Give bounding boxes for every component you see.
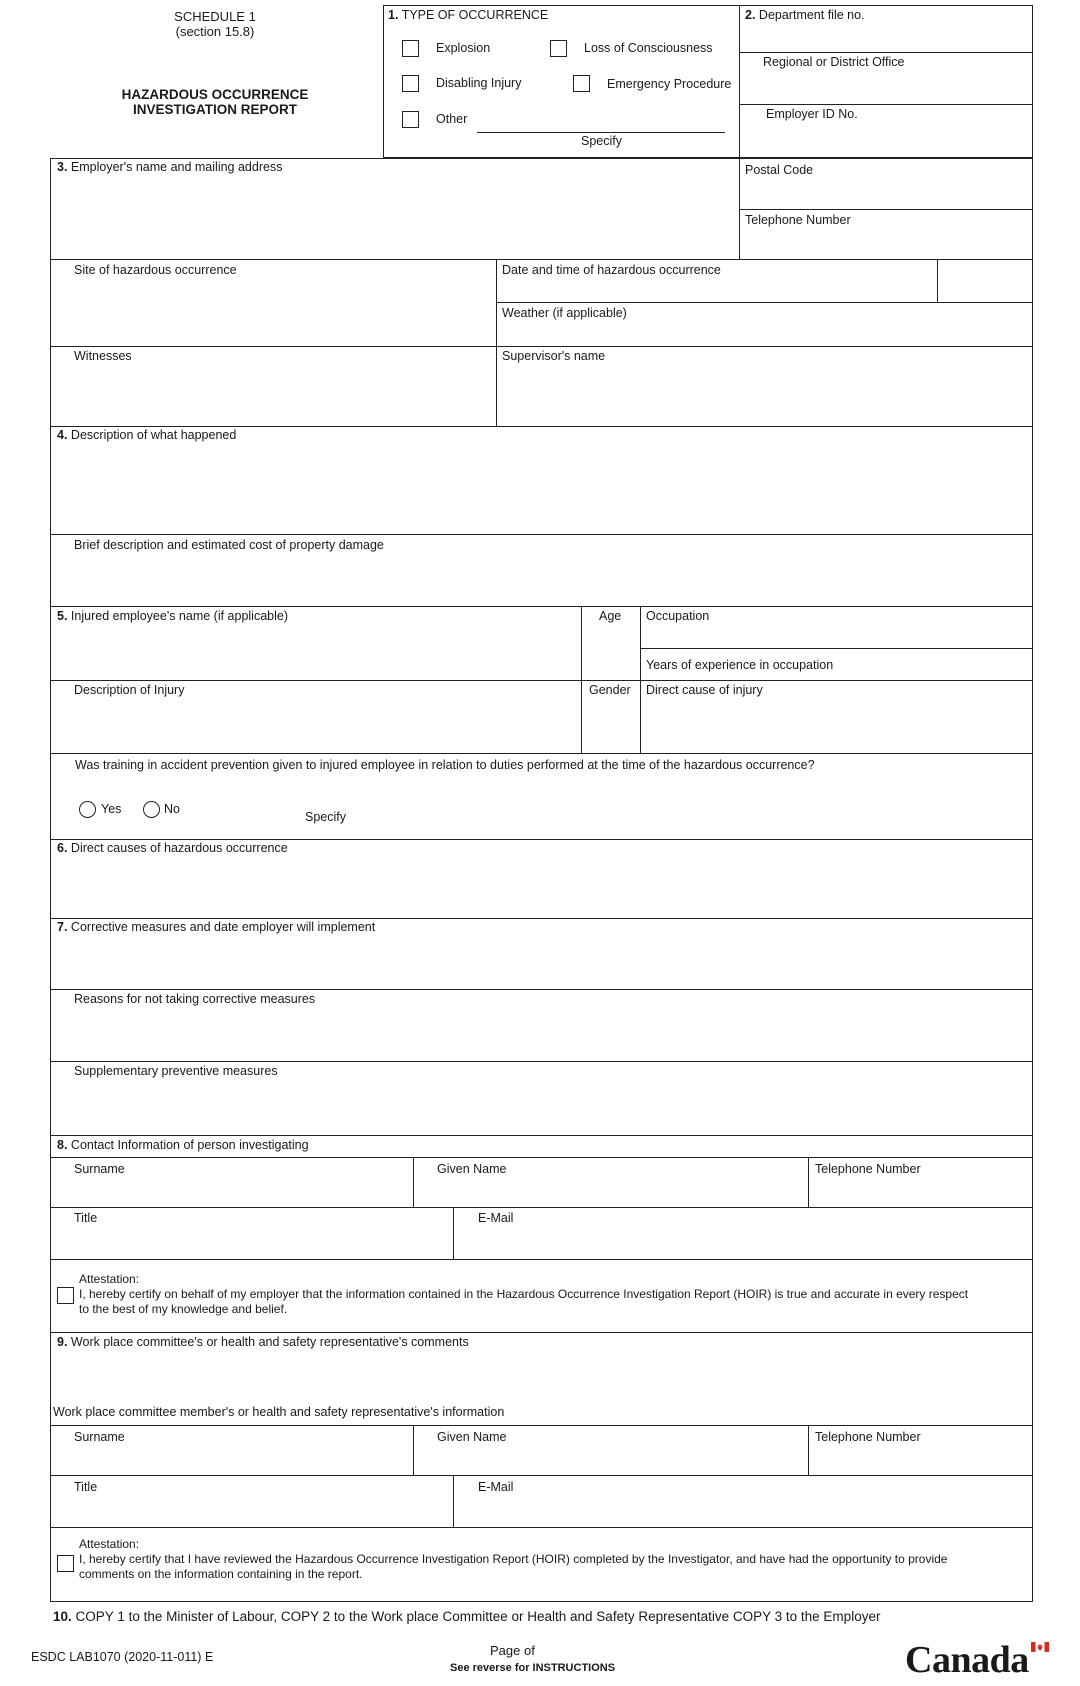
disabling-injury-label: Disabling Injury: [436, 76, 522, 90]
investigator-title-label: Title: [74, 1211, 98, 1225]
description-section: [50, 426, 1033, 607]
divider: [739, 52, 1033, 53]
committee-member-info-label: Work place committee member's or health and safety representative's information: [53, 1405, 505, 1419]
site-label: Site of hazardous occurrence: [74, 263, 237, 277]
divider: [50, 989, 1033, 990]
department-file-label: 2. Department file no.: [745, 8, 865, 22]
committee-attestation-heading: Attestation:: [79, 1537, 140, 1551]
committee-attestation-text-1: I, hereby certify that I have reviewed the Hazardous Occurrence Investigation Report (HOIR) completed by the Investigator, and have had the opportunity to provide: [79, 1552, 948, 1566]
age-label: Age: [599, 609, 622, 623]
training-no-label: No: [164, 802, 180, 816]
telephone-label: Telephone Number: [745, 213, 851, 227]
divider: [739, 209, 1033, 210]
divider: [50, 1475, 1033, 1476]
direct-cause-injury-label: Direct cause of injury: [646, 683, 763, 697]
divider: [496, 302, 1033, 303]
years-experience-label: Years of experience in occupation: [646, 658, 834, 672]
training-yes-label: Yes: [101, 802, 122, 816]
corrective-section: [50, 918, 1033, 1136]
date-time-label: Date and time of hazardous occurrence: [502, 263, 721, 277]
divider: [808, 1157, 809, 1207]
other-specify-line[interactable]: [477, 132, 725, 133]
employer-id-label: Employer ID No.: [766, 107, 858, 121]
explosion-checkbox[interactable]: [402, 40, 419, 57]
investigator-attestation-checkbox[interactable]: [57, 1287, 74, 1304]
investigator-attestation-heading: Attestation:: [79, 1272, 140, 1286]
injured-name-label: 5. Injured employee's name (if applicable): [57, 609, 289, 623]
loss-of-consciousness-checkbox[interactable]: [550, 40, 567, 57]
other-specify-label: Specify: [581, 134, 622, 148]
supervisor-label: Supervisor's name: [502, 349, 606, 363]
see-reverse-label: See reverse for INSTRUCTIONS: [450, 1662, 616, 1674]
corrective-measures-label: 7. Corrective measures and date employer will implement: [57, 920, 376, 934]
divider: [50, 1259, 1033, 1260]
divider: [50, 680, 1033, 681]
training-question: Was training in accident prevention given to injured employee in relation to duties performed at the time of the hazardous occurrence?: [75, 758, 815, 772]
reasons-label: Reasons for not taking corrective measures: [74, 992, 316, 1006]
investigator-telephone-label: Telephone Number: [815, 1162, 921, 1176]
divider: [50, 534, 1033, 535]
divider: [453, 1475, 454, 1527]
page-of-label: Page of: [490, 1643, 535, 1658]
committee-given-name-label: Given Name: [437, 1430, 507, 1444]
schedule-section: (section 15.8): [175, 24, 255, 39]
what-happened-label: 4. Description of what happened: [57, 428, 237, 442]
other-checkbox[interactable]: [402, 111, 419, 128]
other-label: Other: [436, 112, 468, 126]
divider: [496, 259, 497, 347]
form-title-line-2: INVESTIGATION REPORT: [132, 102, 297, 117]
department-section: [739, 5, 1033, 158]
divider: [50, 1425, 1033, 1426]
canada-wordmark: [905, 1638, 1055, 1682]
postal-code-label: Postal Code: [745, 163, 814, 177]
divider: [739, 104, 1033, 105]
occurrence-type-heading: 1. TYPE OF OCCURRENCE: [388, 8, 549, 22]
weather-label: Weather (if applicable): [502, 306, 627, 320]
divider: [50, 1527, 1033, 1528]
form-identifier: ESDC LAB1070 (2020-11-011) E: [31, 1650, 214, 1664]
divider: [640, 648, 1033, 649]
committee-attestation-checkbox[interactable]: [57, 1555, 74, 1572]
disabling-injury-checkbox[interactable]: [402, 75, 419, 92]
training-yes-radio[interactable]: [79, 801, 96, 818]
committee-title-label: Title: [74, 1480, 98, 1494]
form-title-line-1: HAZARDOUS OCCURRENCE: [121, 87, 309, 102]
investigator-email-label: E-Mail: [478, 1211, 514, 1225]
divider: [808, 1425, 809, 1475]
training-no-radio[interactable]: [143, 801, 160, 818]
witnesses-label: Witnesses: [74, 349, 132, 363]
divider: [496, 346, 497, 427]
divider: [937, 259, 938, 303]
committee-surname-label: Surname: [74, 1430, 125, 1444]
canada-wordmark-text: Canada: [905, 1639, 1029, 1681]
copies-instruction: 10. COPY 1 to the Minister of Labour, COPY 2 to the Work place Committee or Health and Safety Representative COPY 3 to the Employer: [53, 1609, 881, 1624]
divider: [50, 1207, 1033, 1208]
loss-of-consciousness-label: Loss of Consciousness: [584, 41, 713, 55]
committee-email-label: E-Mail: [478, 1480, 514, 1494]
emergency-procedure-label: Emergency Procedure: [607, 77, 732, 91]
committee-attestation-text-2: comments on the information containing in the report.: [79, 1567, 363, 1581]
supplementary-label: Supplementary preventive measures: [74, 1064, 278, 1078]
form-title: [80, 87, 350, 117]
employer-name-label: 3. Employer's name and mailing address: [57, 160, 283, 174]
training-specify-label: Specify: [305, 810, 346, 824]
committee-comments-label: 9. Work place committee's or health and safety representative's comments: [57, 1335, 469, 1349]
investigator-attestation-text-1: I, hereby certify on behalf of my employer that the information contained in the Hazardous Occurrence Investigation Report (HOIR) is true and accurate in every respect: [79, 1287, 969, 1301]
explosion-label: Explosion: [436, 41, 491, 55]
divider: [50, 1157, 1033, 1158]
emergency-procedure-checkbox[interactable]: [573, 75, 590, 92]
committee-telephone-label: Telephone Number: [815, 1430, 921, 1444]
direct-causes-label: 6. Direct causes of hazardous occurrence: [57, 841, 288, 855]
investigator-attestation-text-2: to the best of my knowledge and belief.: [79, 1302, 288, 1316]
regional-office-label: Regional or District Office: [763, 55, 905, 69]
gender-label: Gender: [589, 683, 631, 697]
investigator-given-name-label: Given Name: [437, 1162, 507, 1176]
investigator-heading: 8. Contact Information of person investigating: [57, 1138, 309, 1152]
divider: [413, 1157, 414, 1207]
injury-description-label: Description of Injury: [74, 683, 185, 697]
property-damage-label: Brief description and estimated cost of property damage: [74, 538, 384, 552]
schedule-number: SCHEDULE 1: [174, 9, 256, 24]
canadian-flag-icon: [1031, 1642, 1049, 1652]
investigator-surname-label: Surname: [74, 1162, 125, 1176]
schedule-label: [130, 9, 300, 39]
divider: [413, 1425, 414, 1475]
divider: [453, 1207, 454, 1259]
divider: [50, 1061, 1033, 1062]
occupation-label: Occupation: [646, 609, 710, 623]
